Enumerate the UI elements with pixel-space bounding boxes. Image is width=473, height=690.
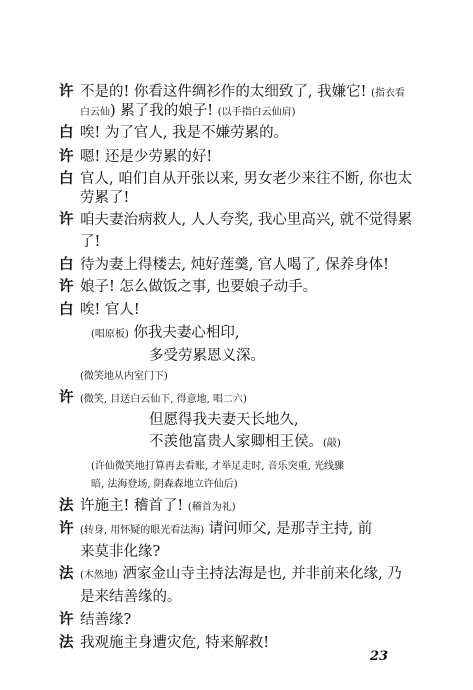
stage-direction: 暗, 法海登场, 阴森森地立许仙后) — [91, 479, 238, 490]
line-text — [80, 83, 405, 103]
line-text — [149, 433, 341, 453]
dialogue-text: 请问师父, 是那寺主持, 前 — [204, 521, 373, 537]
line-text — [80, 256, 389, 274]
line-text — [80, 301, 140, 319]
dialogue-text: 嗯! 还是少劳累的好! — [80, 149, 213, 165]
speaker-name: 许 — [59, 148, 74, 165]
line-text — [80, 102, 296, 122]
stage-direction: (微笑, 目送白云仙下, 得意地, 唱二六) — [80, 394, 247, 405]
line-text — [149, 347, 265, 365]
line-text — [80, 170, 412, 188]
speaker-name: 白 — [59, 170, 74, 187]
stage-direction: (敲) — [323, 438, 341, 449]
speaker-name: 许 — [59, 83, 74, 100]
stage-direction: (许仙微笑地打算再去看账, 才举足走时, 音乐突重, 光线骤 — [91, 461, 344, 472]
dialogue-text: 唉! 为了官人, 我是不嫌劳累的。 — [80, 125, 289, 141]
dialogue-text: 唉! 官人! — [80, 302, 140, 318]
line-text — [80, 497, 236, 517]
line-text — [80, 565, 402, 585]
line-text — [91, 324, 240, 344]
speaker-name: 法 — [59, 497, 74, 514]
speaker-name: 白 — [59, 256, 74, 273]
line-text — [80, 233, 100, 251]
speaker-name: 许 — [59, 611, 74, 628]
dialogue-text: 你我夫妻心相印, — [128, 325, 240, 341]
dialogue-text: 结善缘? — [80, 612, 132, 628]
stage-direction: (唱原板) — [91, 329, 129, 340]
line-text — [80, 211, 412, 229]
speaker-name: 许 — [59, 520, 74, 537]
speaker-name: 许 — [59, 278, 74, 295]
dialogue-text: ) 累了我的娘子! — [110, 103, 218, 119]
speaker-name: 法 — [59, 634, 74, 651]
dialogue-text: 不羡他富贵人家卿相王侯。 — [149, 434, 323, 450]
line-text — [80, 148, 212, 166]
dialogue-text: 多受劳累恩义深。 — [149, 348, 265, 364]
stage-direction: (木然地) — [80, 570, 118, 581]
dialogue-text: 官人, 咱们自从开张以来, 男女老少来往不断, 你也太 — [80, 171, 413, 187]
stage-direction: (微笑地从内室门下) — [80, 371, 168, 382]
speaker-name: 许 — [59, 211, 74, 228]
dialogue-text: 我观施主身遭灾危, 特来解救! — [80, 635, 270, 651]
dialogue-text: 是来结善缘的。 — [80, 589, 182, 605]
dialogue-text: 但愿得我夫妻天长地久, — [149, 412, 299, 428]
line-text — [80, 278, 317, 296]
stage-direction: (转身, 用怀疑的眼光看法海) — [80, 525, 205, 536]
speaker-name: 白 — [59, 124, 74, 141]
dialogue-text: 待为妻上得楼去, 炖好莲羹, 官人喝了, 保养身体! — [80, 257, 389, 273]
speaker-name: 白 — [59, 301, 74, 318]
line-text — [80, 520, 372, 540]
speaker-name: 法 — [59, 565, 74, 582]
dialogue-text: 来莫非化缘? — [80, 544, 161, 560]
dialogue-text: 了! — [80, 234, 101, 250]
dialogue-text: 许施主! 稽首了! — [80, 498, 188, 514]
line-text — [80, 389, 247, 409]
dialogue-text: 咱夫妻治病救人, 人人夸奖, 我心里高兴, 就不觉得累 — [80, 212, 413, 228]
stage-direction: (以手指白云仙肩) — [217, 107, 296, 118]
page-number: 23 — [370, 649, 389, 664]
stage-direction: (稽首为礼) — [187, 502, 236, 513]
line-text — [149, 411, 299, 429]
line-text — [80, 543, 160, 561]
speaker-name: 许 — [59, 389, 74, 406]
line-text — [91, 474, 238, 494]
dialogue-text: 娘子! 怎么做饭之事, 也要娘子动手。 — [80, 279, 318, 295]
line-text — [80, 124, 288, 142]
line-text — [80, 189, 129, 207]
line-text — [80, 588, 182, 606]
dialogue-text: 劳累了! — [80, 190, 130, 206]
line-text — [80, 366, 168, 386]
line-text — [80, 611, 131, 629]
dialogue-text: 洒家金山寺主持法海是也, 并非前来化缘, 乃 — [117, 566, 402, 582]
line-text — [80, 634, 269, 652]
line-text — [91, 456, 344, 476]
dialogue-text: 不是的! 你看这件绸衫作的太细致了, 我嫌它! — [80, 84, 372, 100]
stage-direction: (指衣看 — [371, 88, 405, 99]
stage-direction: 白云仙 — [80, 107, 110, 118]
